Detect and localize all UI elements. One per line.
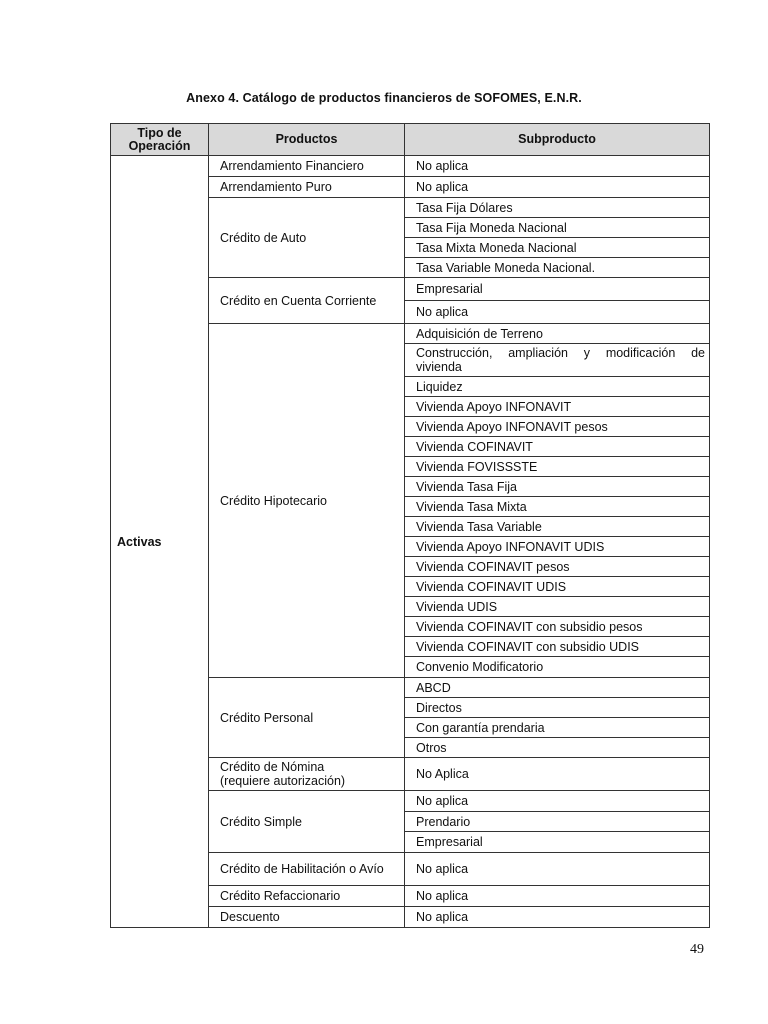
subproduct-cell: Construcción, ampliación y modificación de vivienda	[405, 344, 710, 377]
subproduct-cell: Vivienda COFINAVIT con subsidio UDIS	[405, 637, 710, 657]
subproduct-cell: Vivienda Tasa Variable	[405, 517, 710, 537]
subproduct-cell: Con garantía prendaria	[405, 718, 710, 738]
header-tipo-operacion: Tipo de Operación	[111, 124, 209, 156]
product-cell: Arrendamiento Puro	[209, 177, 405, 198]
subproduct-cell: Liquidez	[405, 377, 710, 397]
product-cell: Crédito Refaccionario	[209, 886, 405, 907]
product-cell: Crédito Hipotecario	[209, 324, 405, 678]
subproduct-cell: No Aplica	[405, 758, 710, 791]
subproduct-cell: No aplica	[405, 907, 710, 928]
header-subproducto: Subproducto	[405, 124, 710, 156]
subproduct-cell: Tasa Mixta Moneda Nacional	[405, 238, 710, 258]
product-cell: Crédito Personal	[209, 678, 405, 758]
page-number: 49	[690, 942, 704, 957]
subproduct-cell: ABCD	[405, 678, 710, 698]
subproduct-cell: Vivienda FOVISSSTE	[405, 457, 710, 477]
product-cell: Arrendamiento Financiero	[209, 156, 405, 177]
operation-type-cell: Activas	[111, 156, 209, 928]
subproduct-cell: No aplica	[405, 177, 710, 198]
table-header-row	[111, 124, 710, 156]
subproduct-cell: Tasa Variable Moneda Nacional.	[405, 258, 710, 278]
subproduct-cell: Vivienda Apoyo INFONAVIT UDIS	[405, 537, 710, 557]
product-cell: Crédito de Nómina (requiere autorización)	[209, 758, 405, 791]
subproduct-cell: Adquisición de Terreno	[405, 324, 710, 344]
subproduct-cell: Tasa Fija Moneda Nacional	[405, 218, 710, 238]
subproduct-cell: Tasa Fija Dólares	[405, 198, 710, 218]
subproduct-cell: Empresarial	[405, 832, 710, 853]
subproduct-cell: Vivienda Tasa Fija	[405, 477, 710, 497]
subproduct-cell: Vivienda COFINAVIT UDIS	[405, 577, 710, 597]
subproduct-cell: Vivienda Apoyo INFONAVIT pesos	[405, 417, 710, 437]
subproduct-cell: Vivienda COFINAVIT con subsidio pesos	[405, 617, 710, 637]
subproduct-cell: Vivienda COFINAVIT pesos	[405, 557, 710, 577]
subproduct-cell: Vivienda Apoyo INFONAVIT	[405, 397, 710, 417]
subproduct-cell: Prendario	[405, 812, 710, 832]
table-row	[111, 156, 710, 177]
subproduct-cell: Vivienda Tasa Mixta	[405, 497, 710, 517]
subproduct-cell: No aplica	[405, 853, 710, 886]
subproduct-cell: Empresarial	[405, 278, 710, 301]
subproduct-cell: Vivienda UDIS	[405, 597, 710, 617]
subproduct-cell: No aplica	[405, 886, 710, 907]
product-catalog-table	[110, 123, 710, 928]
product-cell: Crédito Simple	[209, 791, 405, 853]
subproduct-cell: No aplica	[405, 301, 710, 324]
subproduct-cell: No aplica	[405, 791, 710, 812]
page-title: Anexo 4. Catálogo de productos financieros de SOFOMES, E.N.R.	[186, 91, 582, 105]
product-cell: Crédito de Habilitación o Avío	[209, 853, 405, 886]
product-cell: Crédito en Cuenta Corriente	[209, 278, 405, 324]
product-cell: Crédito de Auto	[209, 198, 405, 278]
subproduct-cell: Otros	[405, 738, 710, 758]
product-cell: Descuento	[209, 907, 405, 928]
header-productos: Productos	[209, 124, 405, 156]
subproduct-cell: Directos	[405, 698, 710, 718]
subproduct-cell: Convenio Modificatorio	[405, 657, 710, 678]
subproduct-cell: Vivienda COFINAVIT	[405, 437, 710, 457]
subproduct-cell: No aplica	[405, 156, 710, 177]
